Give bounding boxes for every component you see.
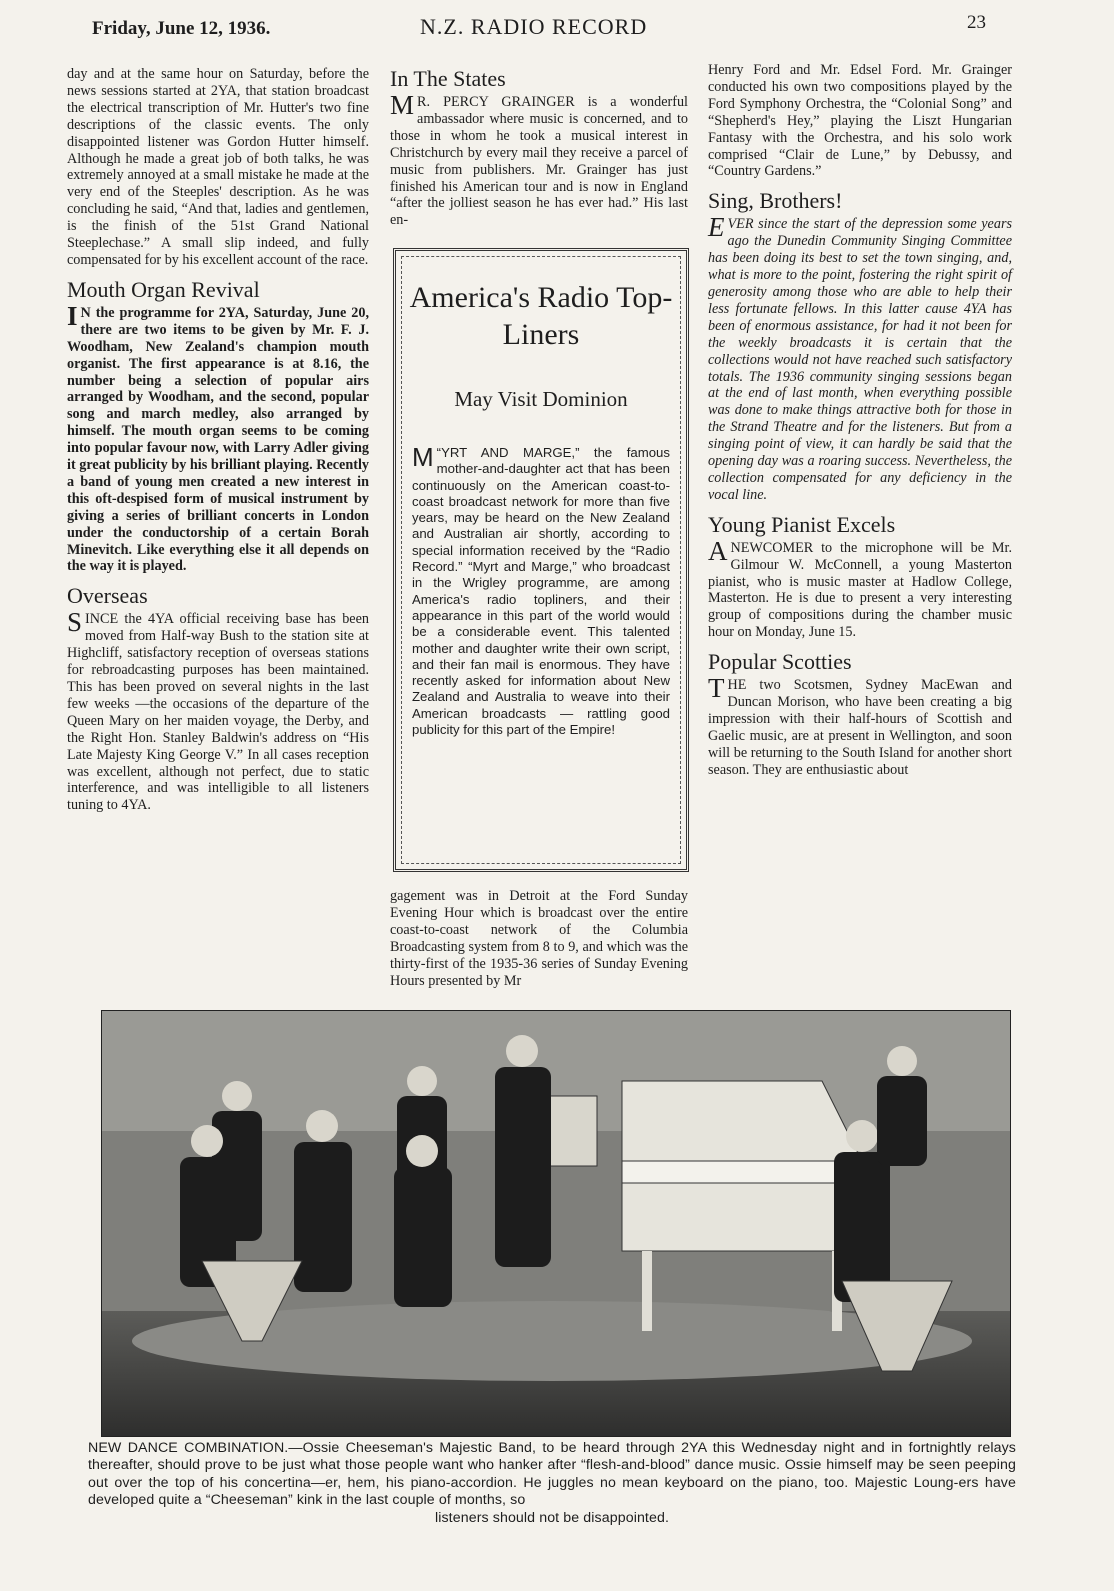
feature-title: America's Radio Top-Liners xyxy=(409,281,673,351)
drop-cap: M xyxy=(390,90,415,120)
caption-last-line: listeners should not be disappointed. xyxy=(434,1509,669,1526)
in-the-states-continuation: gagement was in Detroit at the Ford Sunday Evening Hour which is broadcast over the entire coast-to-coast network of the Columbia Broadcasting system from 8 to 9, and which was the thirty-first of the 1935-36 series of Sunday Evening Hours presented by Mr xyxy=(390,888,688,989)
page-number: 23 xyxy=(967,12,986,33)
drop-cap: T xyxy=(708,673,725,704)
column-right xyxy=(708,62,1012,779)
column-left xyxy=(67,66,369,814)
band-photo-illustration xyxy=(102,1011,1010,1436)
popular-scotties-text: HE two Scotsmen, Sydney MacEwan and Duncan Morison, who have been creating a big impression with their half-hours of Scottish and Gaelic music, are at present in Wellington, and soon will be returning to the South Island for another short season. They are enthusiastic about xyxy=(708,677,1012,778)
in-the-states-article xyxy=(390,90,688,229)
page-header xyxy=(0,8,1114,48)
young-pianist-article xyxy=(708,535,1012,641)
grainger-continuation: Henry Ford and Mr. Edsel Ford. Mr. Grainger conducted his own two compositions played by the Ford Symphony Orchestra, the “Colonial Song” and “Shepherd's Hey,” playing the Liszt Hungarian Fantasy with the Orchestra, and his solo work comprised “Clair de Lune,” by Debussy, and “Country Gardens.” xyxy=(708,62,1012,180)
publication-title: N.Z. RADIO RECORD xyxy=(420,14,648,39)
feature-body xyxy=(412,442,670,738)
mouth-organ-article xyxy=(67,300,369,576)
overseas-article xyxy=(67,607,369,814)
caption-text: —Ossie Cheeseman's Majestic Band, to be heard through 2YA this Wednesday night and in fortnightly relays thereafter, should prove to be just what those people want who hanker after “flesh-and-blood” dance music. Ossie himself may be seen peeping out over the top of his concertina—er, hem, his piano-accordion. He juggles no mean keyboard on the piano, too. Majestic Loung-ers have developed quite a “Cheeseman” kink in the last couple of months, so xyxy=(88,1440,1016,1509)
sing-brothers-article xyxy=(708,212,1012,503)
issue-date: Friday, June 12, 1936. xyxy=(92,18,271,39)
heading-overseas: Overseas xyxy=(67,583,148,609)
heading-mouth-organ-revival: Mouth Organ Revival xyxy=(67,276,260,302)
feature-subtitle: May Visit Dominion xyxy=(454,387,628,411)
hutter-article-continuation: day and at the same hour on Saturday, before the news sessions started at 2YA, that station broadcast the electrical transcription of Mr. Hutter's two fine descriptions of the classic events. The only disappointed listener was Gordon Hutter himself. Although he made a great job of both talks, he was extremely annoyed at a small mistake he made at the very end of the Steeples' description. As he was concluding he said, “And that, ladies and gentlemen, is the finish of the 51st Grand National Steeplechase.” A small slip indeed, and fully compensated for by his excellent account of the race. xyxy=(67,66,369,268)
sing-brothers-text: VER since the start of the depression some years ago the Dunedin Community Singing Committee has been doing its best to set the town singing, and, what is more to the point, fostering the right spirit of generosity among those who are able to help their less fortunate fellows. In this latter cause 4YA has been of enormous assistance, for had it not been for the weekly broadcasts it is certain that the collections would not have reached such satisfactory totals. The 1936 community singing sessions began at the end of last month, when everything possible was done to make things attractive both for those in the Strand Theatre and for the listeners. But from a singing point of view, it can hardly be said that the opening day was a roaring success. Nevertheless, the collection compensated for any deficiency in the vocal line. xyxy=(708,216,1012,503)
heading-sing-brothers: Sing, Brothers! xyxy=(708,188,843,214)
mouth-organ-text: N the programme for 2YA, Saturday, June 20, there are two items to be given by Mr. F. J. Woodham, New Zealand's champion mouth organist. The first appearance is at 8.16, the number being a selection of popular airs arranged by Woodham, and the second, popular song and march medley, also arranged by himself. The mouth organ seems to be coming into popular favour now, with Larry Adler giving it great publicity by his brilliant playing. Recently a band of young men created a new interest in this oft-despised form of musical instrument by giving a series of brilliant concerts in London under the conductorship of a certain Borah Minevitch. Like everything else it all depends on the way it is played. xyxy=(67,304,369,575)
drop-cap: A xyxy=(708,535,728,566)
drop-cap: I xyxy=(67,300,78,331)
band-photograph xyxy=(101,1010,1011,1437)
in-the-states-text: R. PERCY GRAINGER is a wonderful ambassador where music is concerned, and to those in whom he took a musical interest in Christchurch by every mail they receive a parcel of music from publishers. Mr. Grainger has just finished his American tour and is now in England “after the jolliest season he has ever had.” His last en- xyxy=(390,94,688,229)
drop-cap: E xyxy=(708,212,725,243)
column-middle xyxy=(390,66,688,229)
popular-scotties-article xyxy=(708,673,1012,778)
photo-caption xyxy=(88,1440,1016,1527)
overseas-text: INCE the 4YA official receiving base has been moved from Half-way Bush to the station site at Highcliff, satisfactory reception of overseas stations for rebroadcasting purposes has been maintained. This has been proved on several nights in the last few weeks —the occasions of the departure of the Queen Mary on her maiden voyage, the Derby, and the Right Hon. Stanley Baldwin's address on “His Late Majesty King George V.” In all cases reception was excellent, although not perfect, due to static interference, and was intelligible to all listeners tuning to 4YA. xyxy=(67,611,369,814)
drop-cap: M xyxy=(412,442,434,472)
heading-in-the-states: In The States xyxy=(390,66,506,91)
opening-quote: “ xyxy=(436,445,442,460)
caption-lead: NEW DANCE COMBINATION. xyxy=(88,1440,289,1456)
feature-box xyxy=(393,248,689,872)
drop-cap: S xyxy=(67,607,83,638)
heading-young-pianist: Young Pianist Excels xyxy=(708,511,896,537)
feature-text: YRT AND MARGE,” the famous mother-and-daughter act that has been continuously on the American coast-to-coast broadcast network for more than five years, may be heard on the New Zealand and Australian air shortly, according to special information received by the “Radio Record.” “Myrt and Marge,” who broadcast in the Wrigley programme, are among America's radio topliners, and their appearance in this part of the world would be a considerable event. This talented mother and daughter write their own script, and their fan mail is enormous. They have recently asked for information about New Zealand and Australia to weave into their American broadcasts — rattling good publicity for this part of the Empire! xyxy=(412,445,670,738)
young-pianist-text: NEWCOMER to the microphone will be Mr. Gilmour W. McConnell, a young Masterton pianist, who is music master at Hadlow College, Masterton. He is due to present a very interesting group of compositions during the chamber music hour on Monday, June 15. xyxy=(708,539,1012,641)
heading-popular-scotties: Popular Scotties xyxy=(708,649,852,675)
